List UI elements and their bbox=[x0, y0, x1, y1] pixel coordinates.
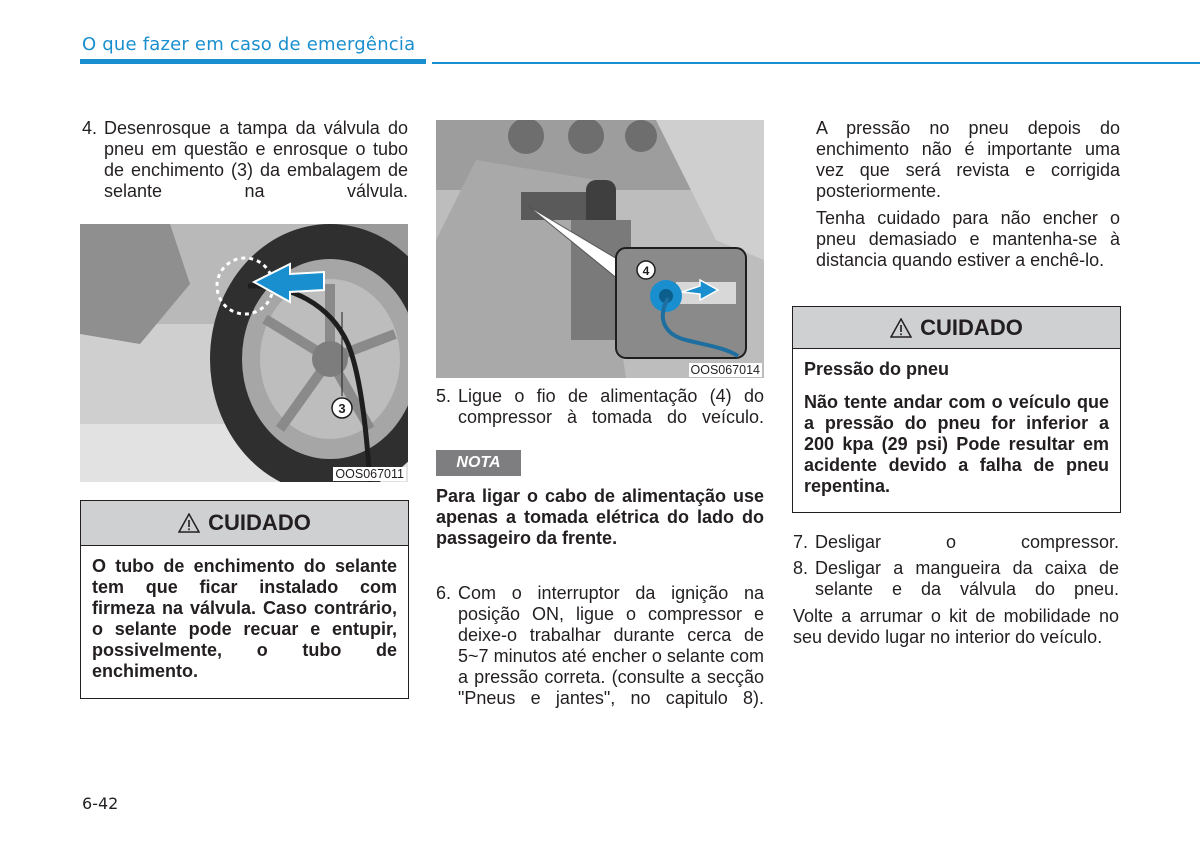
page-number: 6-42 bbox=[82, 794, 119, 813]
caution-title: CUIDADO bbox=[208, 510, 311, 535]
step-number: 8. bbox=[793, 558, 809, 578]
step-number: 4. bbox=[82, 118, 98, 138]
callout-3: 3 bbox=[338, 401, 346, 416]
nota-badge: NOTA bbox=[436, 450, 521, 476]
tire-valve-figure bbox=[80, 224, 408, 482]
header-rule bbox=[432, 62, 1200, 64]
step-text: Desligar o compressor. bbox=[815, 532, 1119, 552]
caution-subtitle: Pressão do pneu bbox=[804, 359, 950, 379]
right-para-3 bbox=[793, 606, 1119, 648]
paragraph-text: Tenha cuidado para não encher o pneu demasiado e mantenha-se à distancia quando estiver a enchê-lo. bbox=[816, 208, 1120, 270]
step-number: 6. bbox=[436, 583, 452, 603]
warning-icon bbox=[178, 513, 200, 533]
caution-title: CUIDADO bbox=[920, 314, 1023, 340]
caution-text: O tubo de enchimento do selante tem que ficar instalado com firmeza na válvula. Caso contrário, o selante pode recuar e entupir, possivelmente, o tubo de enchimento. bbox=[92, 556, 397, 681]
caution-box-right bbox=[792, 306, 1121, 513]
nota-text: Para ligar o cabo de alimentação use apenas a tomada elétrica do lado do passageiro da frente. bbox=[436, 486, 764, 548]
figure-code: OOS067014 bbox=[690, 363, 760, 377]
step-text: Com o interruptor da ignição na posição ON, ligue o compressor e deixe-o trabalhar durante cerca de 5~7 minutos até encher o selante com a pressão correta. (consulte a secção "Pneus e jantes", no capitulo 8). bbox=[458, 583, 764, 708]
caution-header bbox=[81, 501, 408, 546]
section-title: O que fazer em caso de emergência bbox=[82, 34, 416, 55]
tire-illustration bbox=[80, 224, 408, 482]
right-para-2 bbox=[816, 208, 1120, 271]
caution-header bbox=[793, 307, 1120, 349]
step-text: Desenrosque a tampa da válvula do pneu em questão e enrosque o tubo de enchimento (3) da embalagem de selante na válvula. bbox=[104, 118, 408, 201]
warning-icon bbox=[890, 318, 912, 338]
caution-box-left bbox=[80, 500, 409, 699]
step-number: 5. bbox=[436, 386, 452, 406]
figure-code: OOS067011 bbox=[335, 467, 404, 481]
right-para-1 bbox=[816, 118, 1120, 202]
step-4 bbox=[82, 118, 408, 223]
step-text: Ligue o fio de alimentação (4) do compressor à tomada do veículo. bbox=[458, 386, 764, 427]
paragraph-text: Volte a arrumar o kit de mobilidade no seu devido lugar no interior do veículo. bbox=[793, 606, 1119, 647]
step-6 bbox=[436, 583, 764, 730]
step-text: Desligar a mangueira da caixa de selante e da válvula do pneu. bbox=[815, 558, 1119, 599]
callout-4: 4 bbox=[642, 264, 650, 278]
step-number: 7. bbox=[793, 532, 809, 552]
console-illustration bbox=[436, 120, 764, 378]
power-outlet-figure bbox=[436, 120, 764, 378]
header-rule-accent bbox=[80, 59, 426, 64]
caution-text: Não tente andar com o veículo que a pressão do pneu for inferior a 200 kpa (29 psi) Pode resultar em acidente devido a falha de pneu repentina. bbox=[804, 392, 1109, 496]
step-5 bbox=[436, 386, 764, 449]
paragraph-text: A pressão no pneu depois do enchimento não é importante uma vez que será revista e corrigida posteriormente. bbox=[816, 118, 1120, 201]
